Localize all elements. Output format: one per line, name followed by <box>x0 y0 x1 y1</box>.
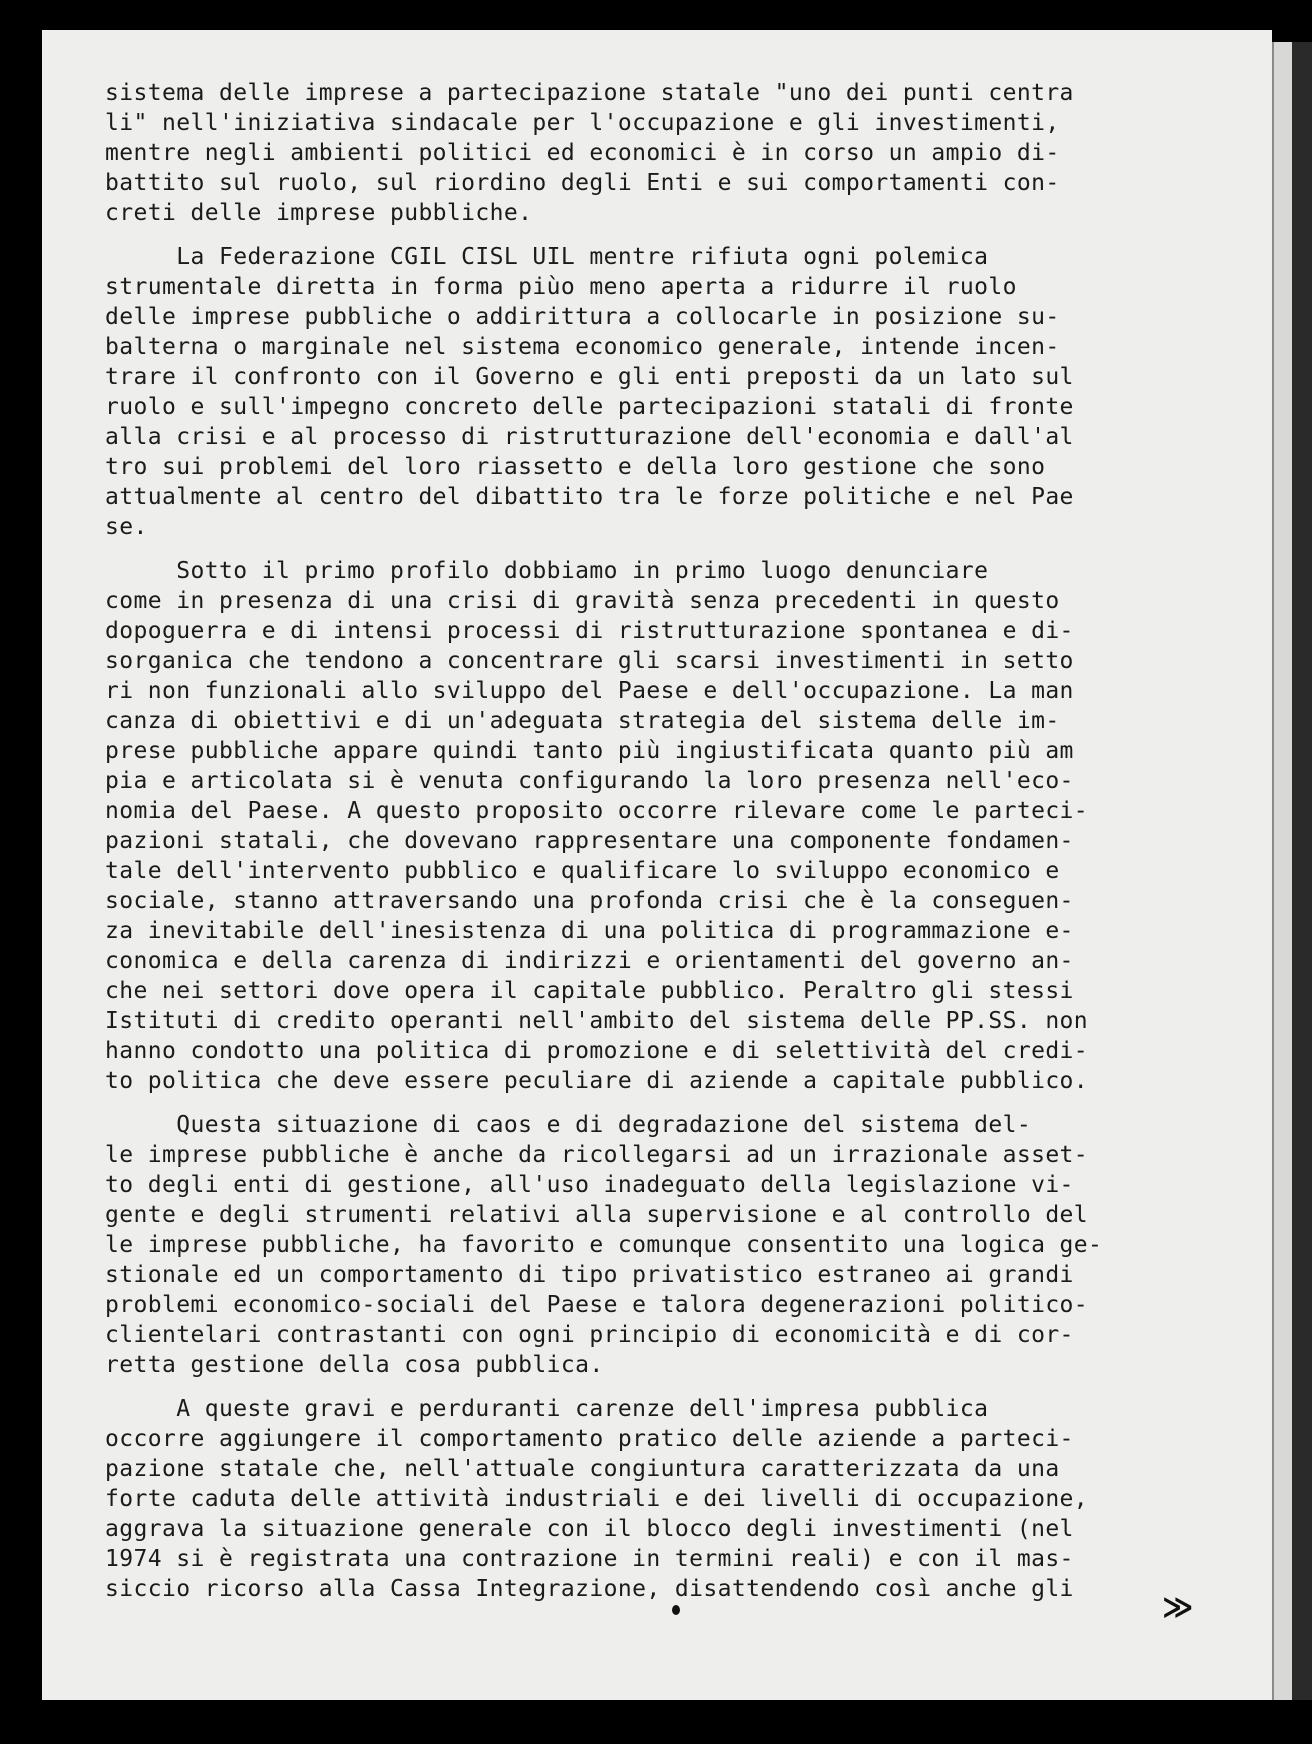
paragraph-gap <box>105 1380 1165 1394</box>
paragraph-gap <box>105 228 1165 242</box>
text-line: ri non funzionali allo sviluppo del Paese e dell'occupazione. La man <box>105 678 1074 704</box>
page-edge <box>1272 42 1294 1700</box>
text-line: trare il confronto con il Governo e gli enti preposti da un lato sul <box>105 364 1074 390</box>
text-line: sistema delle imprese a partecipazione statale "uno dei punti centra <box>105 80 1074 106</box>
text-line: Sotto il primo profilo dobbiamo in primo luogo denunciare <box>105 558 989 584</box>
text-line: za inevitabile dell'inesistenza di una politica di programmazione e- <box>105 918 1074 944</box>
paragraph <box>105 242 1165 542</box>
document-body <box>105 78 1165 1604</box>
text-line: delle imprese pubbliche o addirittura a collocarle in posizione su- <box>105 304 1060 330</box>
text-line: tro sui problemi del loro riassetto e della loro gestione che sono <box>105 454 1046 480</box>
text-line: problemi economico-sociali del Paese e talora degenerazioni politico- <box>105 1292 1089 1318</box>
text-line: siccio ricorso alla Cassa Integrazione, disattendendo così anche gli <box>105 1576 1074 1602</box>
text-line: ruolo e sull'impegno concreto delle partecipazioni statali di fronte <box>105 394 1074 420</box>
text-line: tale dell'intervento pubblico e qualificare lo sviluppo economico e <box>105 858 1060 884</box>
scan-border <box>1292 42 1312 1700</box>
text-line: Questa situazione di caos e di degradazione del sistema del- <box>105 1112 1032 1138</box>
text-line: le imprese pubbliche è anche da ricollegarsi ad un irrazionale asset- <box>105 1142 1089 1168</box>
text-line: se. <box>105 514 148 540</box>
text-line: mentre negli ambienti politici ed economici è in corso un ampio di- <box>105 140 1060 166</box>
text-line: pazioni statali, che dovevano rappresentare una componente fondamen- <box>105 828 1074 854</box>
paragraph-gap <box>105 1096 1165 1110</box>
text-line: balterna o marginale nel sistema economico generale, intende incen- <box>105 334 1060 360</box>
text-line: aggrava la situazione generale con il blocco degli investimenti (nel <box>105 1516 1074 1542</box>
text-line: sociale, stanno attraversando una profonda crisi che è la conseguen- <box>105 888 1074 914</box>
text-line: retta gestione della cosa pubblica. <box>105 1352 604 1378</box>
page-dot-mark <box>672 1605 680 1615</box>
text-line: prese pubbliche appare quindi tanto più ingiustificata quanto più am <box>105 738 1074 764</box>
text-line: creti delle imprese pubbliche. <box>105 200 533 226</box>
text-line: attualmente al centro del dibattito tra le forze politiche e nel Pae <box>105 484 1074 510</box>
text-line: 1974 si è registrata una contrazione in termini reali) e con il mas- <box>105 1546 1074 1572</box>
text-line: conomica e della carenza di indirizzi e orientamenti del governo an- <box>105 948 1074 974</box>
text-line: battito sul ruolo, sul riordino degli Enti e sui comportamenti con- <box>105 170 1060 196</box>
text-line: gente e degli strumenti relativi alla supervisione e al controllo del <box>105 1202 1089 1228</box>
text-line: come in presenza di una crisi di gravità senza precedenti in questo <box>105 588 1060 614</box>
paragraph-gap <box>105 542 1165 556</box>
text-line: li" nell'iniziativa sindacale per l'occupazione e gli investimenti, <box>105 110 1060 136</box>
text-line: dopoguerra e di intensi processi di ristrutturazione spontanea e di- <box>105 618 1074 644</box>
continuation-mark: ≫ <box>1162 1590 1194 1625</box>
text-line: nomia del Paese. A questo proposito occorre rilevare come le parteci- <box>105 798 1089 824</box>
text-line: to degli enti di gestione, all'uso inadeguato della legislazione vi- <box>105 1172 1074 1198</box>
text-line: occorre aggiungere il comportamento pratico delle aziende a parteci- <box>105 1426 1074 1452</box>
paragraph <box>105 1110 1165 1380</box>
text-line: pia e articolata si è venuta configurando la loro presenza nell'eco- <box>105 768 1074 794</box>
paragraph <box>105 78 1165 228</box>
paragraph <box>105 556 1165 1096</box>
text-line: sorganica che tendono a concentrare gli scarsi investimenti in setto <box>105 648 1074 674</box>
text-line: Istituti di credito operanti nell'ambito del sistema delle PP.SS. non <box>105 1008 1089 1034</box>
text-line: La Federazione CGIL CISL UIL mentre rifiuta ogni polemica <box>105 244 989 270</box>
text-line: alla crisi e al processo di ristrutturazione dell'economia e dall'al <box>105 424 1074 450</box>
text-line: le imprese pubbliche, ha favorito e comunque consentito una logica ge- <box>105 1232 1103 1258</box>
text-line: hanno condotto una politica di promozione e di selettività del credi- <box>105 1038 1089 1064</box>
text-line: strumentale diretta in forma piùo meno aperta a ridurre il ruolo <box>105 274 1017 300</box>
paragraph <box>105 1394 1165 1604</box>
text-line: clientelari contrastanti con ogni principio di economicità e di cor- <box>105 1322 1074 1348</box>
text-line: forte caduta delle attività industriali e dei livelli di occupazione, <box>105 1486 1089 1512</box>
text-line: to politica che deve essere peculiare di aziende a capitale pubblico. <box>105 1068 1089 1094</box>
text-line: stionale ed un comportamento di tipo privatistico estraneo ai grandi <box>105 1262 1074 1288</box>
text-line: pazione statale che, nell'attuale congiuntura caratterizzata da una <box>105 1456 1060 1482</box>
text-line: A queste gravi e perduranti carenze dell'impresa pubblica <box>105 1396 989 1422</box>
text-line: canza di obiettivi e di un'adeguata strategia del sistema delle im- <box>105 708 1060 734</box>
text-line: che nei settori dove opera il capitale pubblico. Peraltro gli stessi <box>105 978 1074 1004</box>
